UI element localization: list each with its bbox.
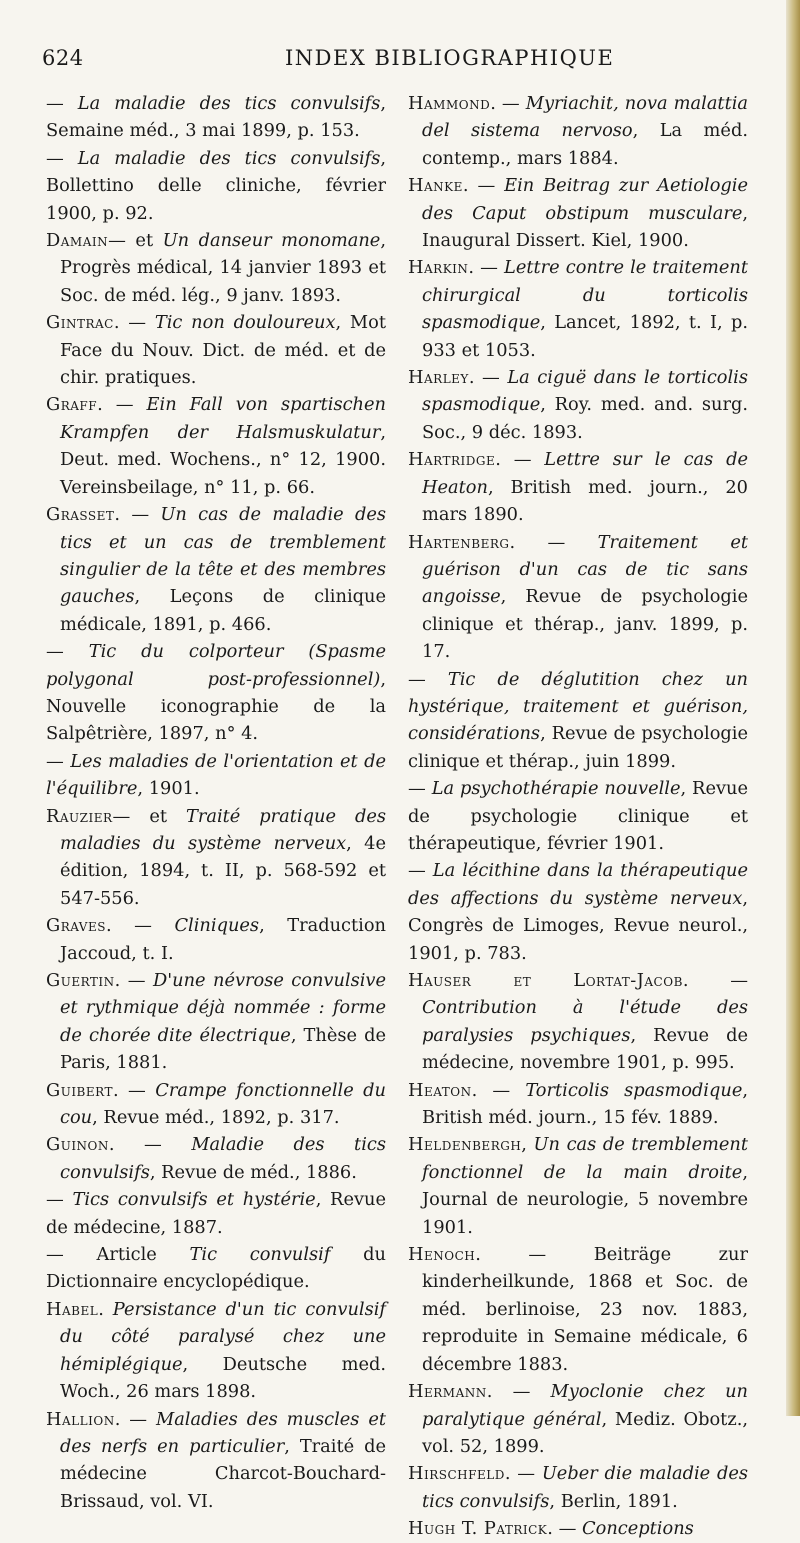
entry-reference: , British méd. journ., 15 fév. 1889. — [422, 1079, 748, 1129]
bibliography-entry — [408, 254, 748, 364]
entry-separator: . — — [112, 1079, 156, 1101]
entry-title: Maladie des tics convulsifs — [60, 1134, 386, 1183]
entry-separator: . — — [468, 367, 508, 389]
bibliography-entry — [408, 1378, 748, 1460]
entry-title: Contribution à l'étude des paralysies psychiques — [422, 997, 748, 1046]
entry-reference: , Thèse de Paris, 1881. — [60, 1024, 386, 1074]
right-column — [408, 90, 748, 1543]
entry-separator: . — — [114, 1408, 156, 1430]
entry-dash: — — [408, 778, 432, 800]
entry-reference: , Deut. med. Wochens., n° 12, 1900. Vereinsbeilage, n° 11, p. 66. — [60, 421, 386, 498]
entry-reference: , Revue méd., 1892, p. 317. — [92, 1107, 340, 1129]
entry-title: Traité pratique des maladies du système nerveux — [60, 805, 386, 854]
bibliography-entry — [408, 857, 748, 967]
entry-title: Les maladies de l'orientation et de l'équilibre — [46, 750, 387, 800]
entry-author: Harley — [408, 367, 469, 389]
entry-title: Traitement et guérison d'un cas de tic sans angoisse — [422, 531, 748, 608]
bibliography-entry — [46, 1406, 386, 1516]
entry-author: Gintrac — [46, 312, 114, 334]
entry-title: Torticolis spasmodique — [525, 1079, 743, 1101]
bibliography-entry — [408, 666, 748, 776]
entry-title: Crampe fonctionnelle du cou — [60, 1079, 386, 1129]
bibliography-entry — [46, 638, 386, 748]
bibliography-entry — [46, 391, 386, 501]
entry-title: Tics convulsifs et hystérie — [72, 1189, 316, 1211]
entry-title: Un cas de maladie des tics et un cas de tremblement singulier de la tête et des membres gauches — [60, 504, 386, 608]
bibliography-entry — [46, 748, 386, 803]
entry-author: Hallion — [46, 1408, 115, 1430]
entry-reference: , Leçons de clinique médicale, 1891, p. 466. — [60, 586, 386, 635]
entry-author: Hermann — [408, 1381, 487, 1403]
entry-reference: , Revue de médecine, 1887. — [46, 1189, 386, 1238]
entry-author: Harkin — [408, 257, 469, 279]
entry-reference: Beiträge zur kinderheilkunde, 1868 et Soc. de méd. berlinoise, 23 nov. 1883, reproduite in Semaine médicale, 6 décembre 1883. — [422, 1244, 748, 1375]
entry-reference: , Semaine méd., 3 mai 1899, p. 153. — [46, 93, 387, 142]
entry-reference: , Congrès de Limoges, Revue neurol., 1901, p. 783. — [408, 887, 748, 964]
entry-author: Graff — [46, 394, 98, 416]
entry-author: Guertin — [46, 970, 115, 991]
entry-author: Heldenbergh — [408, 1134, 522, 1156]
entry-author: Rauzier — [46, 805, 113, 827]
entry-title: Cliniques — [174, 915, 260, 937]
entry-author: Grasset — [46, 504, 115, 526]
entry-separator: . — — [509, 531, 598, 553]
entry-reference: , 1901. — [137, 778, 200, 800]
entry-separator: . — — [495, 449, 545, 471]
entry-dash: — Article — [46, 1244, 190, 1266]
left-column — [46, 90, 386, 1515]
bibliography-entry — [408, 446, 748, 528]
entry-separator: . — — [471, 1079, 526, 1101]
bibliography-entry — [408, 775, 748, 857]
bibliography-entry — [408, 364, 748, 446]
entry-title: Tic de déglutition chez un hystérique, traitement et guérison, considérations — [408, 668, 748, 745]
bibliography-entry — [46, 227, 386, 309]
bibliography-entry — [46, 90, 386, 145]
entry-author: Hauser et Lortat-Jacob — [408, 970, 683, 991]
entry-author: Hammond — [408, 93, 491, 114]
bibliography-entry — [408, 172, 748, 254]
entry-reference: , Revue de médecine, novembre 1901, p. 995. — [422, 1024, 749, 1074]
entry-reference: , Deutsche med. Woch., 26 mars 1898. — [60, 1353, 386, 1403]
entry-separator: . — — [114, 504, 161, 526]
entry-separator: . — — [462, 175, 505, 197]
entry-title: La lécithine dans la thérapeutique des affections du système nerveux — [408, 860, 748, 909]
bibliography-entry — [46, 803, 386, 913]
bibliography-entry — [46, 145, 386, 227]
entry-title: Ein Fall von spartischen Krampfen der Halsmuskulatur — [60, 394, 386, 443]
entry-reference: , Mot Face du Nouv. Dict. de méd. et de chir. pratiques. — [60, 312, 386, 389]
entry-author: Damain — [46, 230, 109, 252]
bibliography-entry — [46, 501, 386, 638]
bibliography-entry — [46, 912, 386, 967]
bibliography-entry — [46, 1296, 386, 1406]
entry-reference: , British med. journ., 20 mars 1890. — [422, 476, 748, 526]
entry-author: Hugh T. Patrick — [408, 1518, 548, 1540]
entry-dash: — — [46, 147, 78, 169]
entry-author: Henoch — [408, 1244, 476, 1266]
entry-separator: . — — [475, 1244, 594, 1266]
entry-author: Hartridge — [408, 449, 496, 471]
entry-title: D'une névrose convulsive et rythmique déjà nommée : forme de chorée dite électrique — [60, 970, 386, 1046]
bibliography-entry — [46, 1131, 386, 1186]
entry-separator: . — — [108, 1134, 192, 1156]
entry-title: Tic convulsif — [189, 1244, 331, 1266]
page-edge — [786, 0, 800, 1416]
bibliography-entry — [46, 309, 386, 391]
running-head: INDEX BIBLIOGRAPHIQUE — [285, 46, 615, 70]
entry-dash: — — [46, 641, 89, 663]
entry-separator: . — — [547, 1518, 583, 1540]
entry-reference: , Revue de méd., 1886. — [149, 1161, 357, 1183]
entry-dash: — — [46, 93, 78, 114]
entry-separator: . — — [97, 394, 147, 416]
entry-reference: , Progrès médical, 14 janvier 1893 et Soc. de méd. lég., 9 janv. 1893. — [60, 230, 386, 306]
entry-reference: , Nouvelle iconographie de la Salpêtrière, 1897, n° 4. — [46, 668, 386, 745]
bibliography-entry — [46, 967, 386, 1077]
entry-reference: , Revue de psychologie clinique et thérapeutique, février 1901. — [408, 778, 748, 854]
entry-title: La maladie des tics convulsifs — [77, 147, 381, 169]
entry-reference: , Mediz. Obotz., vol. 52, 1899. — [422, 1408, 748, 1457]
bibliography-entry — [46, 1077, 386, 1132]
entry-separator: , — [521, 1134, 534, 1156]
entry-reference: , Lancet, 1892, t. I, p. 933 et 1053. — [422, 312, 748, 361]
entry-reference: , Inaugural Dissert. Kiel, 1900. — [422, 202, 748, 252]
entry-title: Ueber die maladie des tics convulsifs — [422, 1463, 748, 1512]
entry-reference: , Traduction Jaccoud, t. I. — [60, 915, 386, 964]
entry-title: La psychothérapie nouvelle — [431, 778, 681, 800]
entry-dash: — — [408, 860, 433, 882]
entry-dash: — — [46, 750, 71, 772]
entry-separator: . — — [113, 312, 155, 334]
entry-author: Hanke — [408, 175, 463, 197]
entry-separator: . — — [486, 1381, 551, 1403]
entry-separator: . — — [105, 915, 175, 937]
bibliography-entry — [408, 529, 748, 666]
entry-title: Tic non douloureux — [154, 312, 336, 334]
entry-author: Graves — [46, 915, 106, 937]
entry-title: Persistance d'un tic convulsif du côté paralysé chez une hémiplégique — [60, 1298, 386, 1375]
entry-separator: . — [98, 1298, 113, 1320]
entry-title: Myriachit, nova malattia del sistema nervoso — [422, 93, 748, 142]
entry-title: Un cas de tremblement fonctionnel de la main droite — [422, 1134, 748, 1183]
entry-reference: , Berlin, 1891. — [549, 1490, 678, 1512]
entry-separator: . — — [504, 1463, 542, 1485]
entry-author: Hartenberg — [408, 531, 510, 553]
entry-separator: — et — [112, 805, 186, 827]
entry-title: Myoclonie chez un paralytique général — [422, 1381, 748, 1430]
entry-dash: — — [408, 668, 448, 690]
entry-author: Hirschfeld — [408, 1463, 505, 1485]
bibliography-entry — [408, 1241, 748, 1378]
bibliography-entry — [408, 1460, 748, 1515]
entry-reference: , Revue de psychologie clinique et thérap., juin 1899. — [408, 723, 748, 772]
entry-title: Lettre sur le cas de Heaton — [422, 449, 748, 498]
entry-separator: . — — [490, 93, 526, 114]
bibliography-entry — [408, 1077, 748, 1132]
entry-separator: . — — [682, 970, 748, 991]
entry-title: Conceptions — [582, 1518, 694, 1540]
entry-reference: , La méd. contemp., mars 1884. — [422, 120, 748, 169]
entry-title: Lettre contre le traitement chirurgical du torticolis spasmodique — [422, 257, 748, 334]
entry-reference: , Revue de psychologie clinique et thérap., janv. 1899, p. 17. — [422, 586, 748, 663]
entry-reference: , Roy. med. and. surg. Soc., 9 déc. 1893. — [422, 394, 748, 443]
entry-author: Guibert — [46, 1079, 113, 1101]
entry-reference: , Traité de médecine Charcot-Bouchard-Brissaud, vol. VI. — [60, 1435, 386, 1512]
bibliography-entry — [46, 1241, 386, 1296]
bibliography-entry — [408, 1515, 748, 1542]
bibliography-entry — [408, 967, 748, 1077]
entry-separator: . — — [114, 970, 153, 991]
entry-reference: , Bollettino delle cliniche, février 1900, p. 92. — [46, 147, 387, 224]
page-number: 624 — [42, 46, 84, 70]
entry-reference: , 4e édition, 1894, t. II, p. 568-592 et 547-556. — [60, 832, 386, 909]
entry-title: Tic du colporteur (Spasme polygonal post-professionnel) — [46, 641, 387, 690]
entry-separator: — et — [108, 230, 163, 252]
entry-author: Heaton — [408, 1079, 472, 1101]
bibliography-entry — [408, 90, 748, 172]
entry-title: La ciguë dans le torticolis spasmodique — [422, 367, 748, 416]
entry-reference: du Dictionnaire encyclopédique. — [46, 1244, 386, 1293]
entry-author: Habel — [46, 1298, 99, 1320]
entry-separator: . — — [468, 257, 505, 279]
entry-title: Un danseur monomane — [162, 230, 381, 252]
entry-title: Maladies des muscles et des nerfs en particulier — [60, 1408, 386, 1457]
bibliography-entry — [408, 1131, 748, 1241]
entry-reference: , Journal de neurologie, 5 novembre 1901. — [422, 1161, 748, 1238]
entry-title: Ein Beitrag zur Aetiologie des Caput obstipum musculare — [422, 175, 748, 224]
entry-author: Guinon — [46, 1134, 109, 1156]
bibliography-entry — [46, 1186, 386, 1241]
entry-dash: — — [46, 1189, 73, 1211]
entry-title: La maladie des tics convulsifs — [77, 93, 381, 114]
